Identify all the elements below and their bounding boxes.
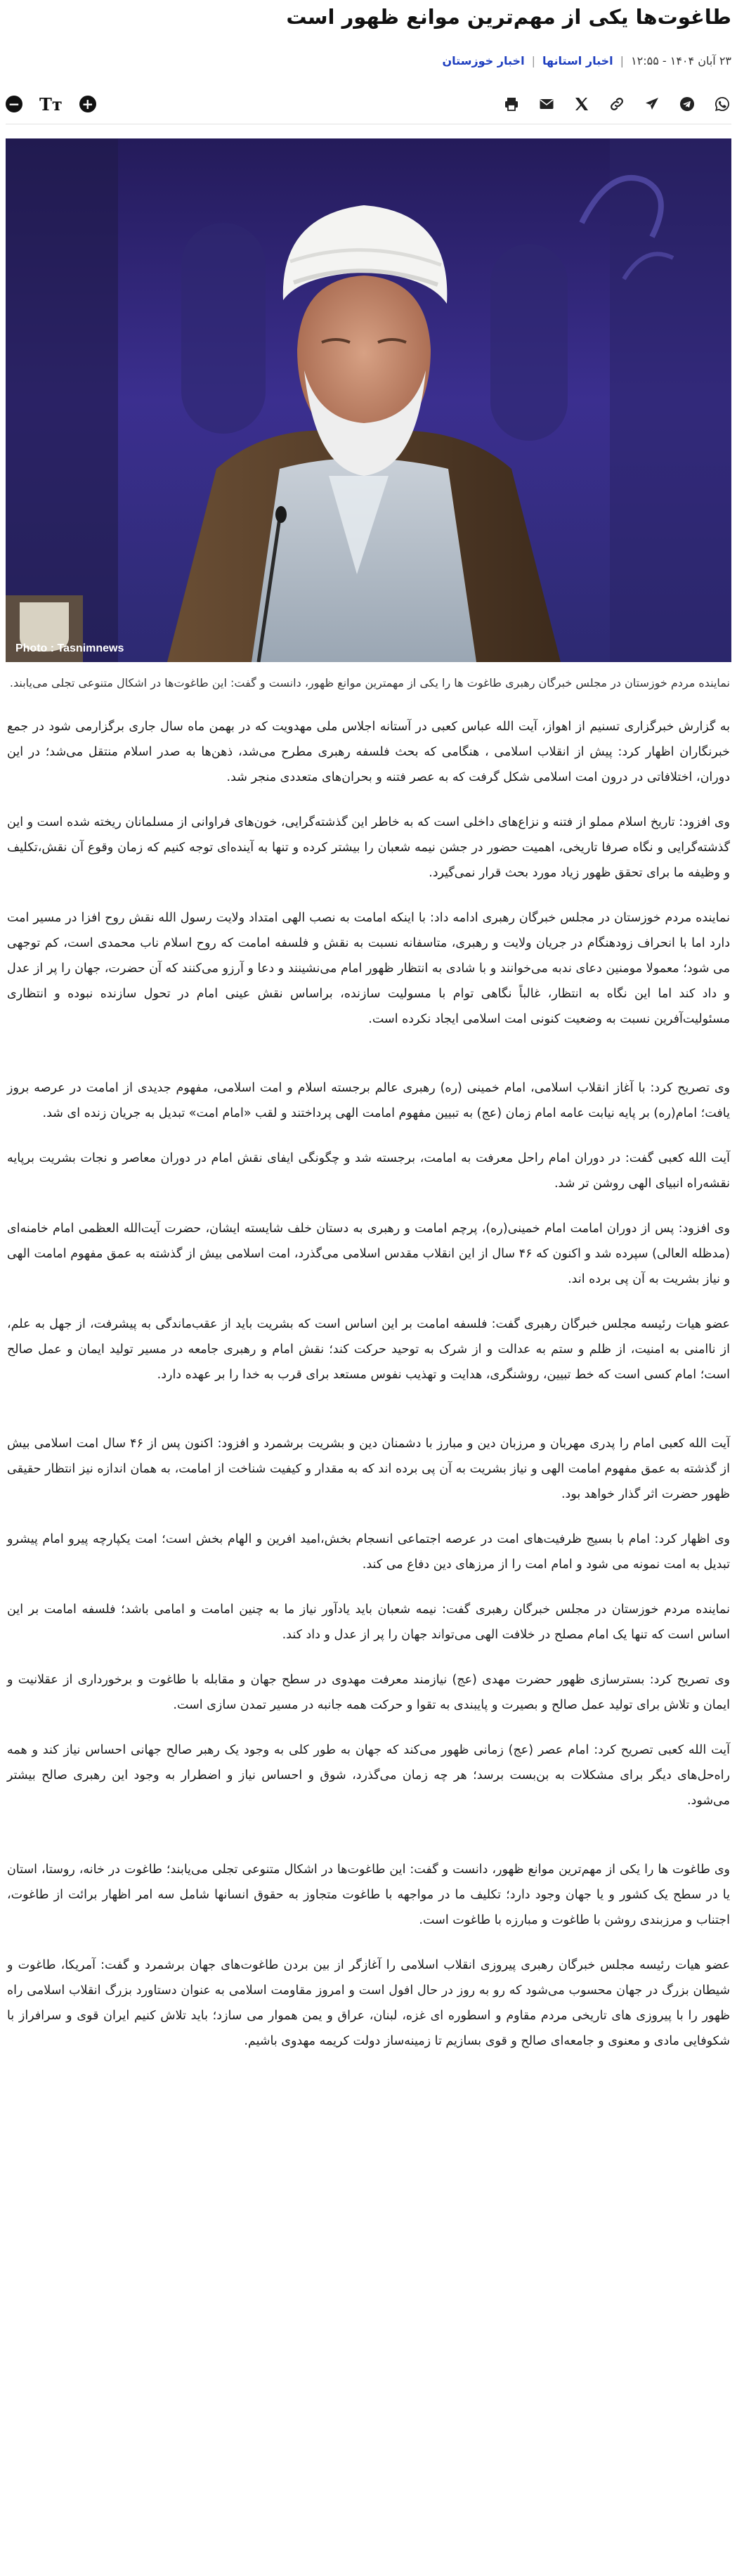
whatsapp-icon[interactable]	[713, 95, 731, 113]
increase-font-icon[interactable]: +	[79, 96, 96, 112]
telegram-icon[interactable]	[678, 95, 696, 113]
paragraph: عضو هیات رئیسه مجلس خبرگان رهبری گفت: فلسفه امامت بر این اساس است که بشریت باید از عقب‌ماندگی به پیشرفت، از جهل به علم، از ناامنی به امنیت، از ظلم و ستم به عدالت و از شرک به توحید حرکت کند؛ نقش امام و رهبری جامعه در مسیر تولید ایمان و عمل صالح است؛ امام کسی است که خط تبیین، روشنگری، هدایت و تهذیب نفوس مستعد برای قرب به خدا را بر عهده دارد.	[7, 1317, 730, 1382]
print-icon[interactable]	[502, 95, 521, 113]
tag-divider: |	[531, 53, 535, 67]
article-meta	[6, 52, 731, 69]
email-icon[interactable]	[537, 95, 556, 113]
link-icon[interactable]	[608, 95, 626, 113]
font-controls	[6, 94, 96, 115]
paragraph: وی تصریح کرد: بسترسازی ظهور حضرت مهدی (عج) نیازمند معرفت مهدوی در سطح جهان و مقابله با طاغوت و برخورداری از عقلانیت و ایمان و تلاش برای تولید عمل صالح و بصیرت و پایبندی به تقوا و حرکت همه جانبه در مسیر تمدن سازی است.	[7, 1673, 730, 1712]
paragraph: وی تصریح کرد: با آغاز انقلاب اسلامی، امام خمینی (ره) رهبری عالم برجسته اسلام و امت اسلامی، مفهوم جدیدی از امامت در عرصه بروز یافت؛ امام(ره) بر پایه نیابت عامه امام زمان (عج) به تبیین مفهوم امامت الهی پرداختند و لقب «امام امت» تبدیل به جریان زنده ای شد.	[7, 1081, 730, 1120]
share-bar	[502, 95, 731, 113]
decrease-font-icon[interactable]: −	[6, 96, 22, 112]
paragraph: آیت الله کعبی گفت: در دوران امام راحل معرفت به امامت، برجسته شد و چگونگی ایفای نقش امام در دوران معاصر و نجات بشریت برپایه نقشه‌راه انبیای الهی روشن تر شد.	[7, 1151, 730, 1191]
meta-separator: |	[620, 53, 625, 67]
article-toolbar	[6, 93, 731, 115]
article-lead: نماینده مردم خوزستان در مجلس خبرگان رهبری طاغوت ها را یکی از مهمترین موانع ظهور، دانست و گفت: این طاغوت‌ها در اشکال متنوعی تجلی می‌یابند.	[9, 676, 730, 690]
tag-provinces-news[interactable]: اخبار استانها	[542, 53, 613, 67]
paragraph: عضو هیات رئیسه مجلس خبرگان رهبری پیروزی انقلاب اسلامی را آغازگر از بین بردن طاغوت‌های جهان برشمرد و گفت: آمریکا، طاغوت و شیطان بزرگ در جهان محسوب می‌شود که رو به روز در حال افول است و امروز مقاومت اسلامی به عنوان دستاورد بزرگ انقلاب اسلامی راه ظهور را با پیروزی های تاریخی مردم مقاوم و اسطوره ای غزه، لبنان، عراق و یمن هموار می سازد؛ باید تلاش کنیم ایران قوی و سرافراز با شکوفایی مادی و معنوی و جامعه‌ای صالح و قوی بسازیم تا زمینه‌ساز دولت کریمه مهدوی باشیم.	[7, 1958, 730, 2048]
article-body	[6, 714, 731, 2054]
tag-khuzestan-news[interactable]: اخبار خوزستان	[442, 53, 525, 67]
paragraph: آیت الله کعبی امام را پدری مهربان و مرزبان دین و مبارز با دشمنان دین و بشریت برشمرد و افزود: اکنون پس از ۴۶ سال امت اسلامی بیش از گذشته به عمق مفهوم امامت الهی و نیاز بشریت به آن پی برده اند که به مقدار و کیفیت شناخت از امامت، به همان اندازه نیز انتظار حقیقی ظهور حضرت اثر گذار خواهد بود.	[7, 1437, 730, 1501]
paragraph: آیت الله کعبی تصریح کرد: امام عصر (عج) زمانی ظهور می‌کند که جهان به طور کلی به وجود یک رهبر صالح جهانی احساس نیاز کند و همه راه‌حل‌های دیگر برای مشکلات به بن‌بست برسد؛ هر چه زمان می‌گذرد، شوق و احساس نیاز و اضطرار به وجود این رهبری صالح بیشتر می‌شود.	[7, 1743, 730, 1808]
paragraph: وی اظهار کرد: امام با بسیج ظرفیت‌های امت در عرصه اجتماعی انسجام بخش،امید افرین و الهام بخش است؛ امت یکپارچه پیرو امام پیشرو تبدیل به امت نمونه می شود و امام امت را از مرزهای دین دفاع می کند.	[7, 1532, 730, 1572]
reset-font-icon[interactable]: Tт	[39, 93, 63, 115]
photo-credit: Photo : Tasnimnews	[15, 642, 124, 654]
article-photo	[6, 138, 731, 662]
article-title: طاغوت‌ها یکی از مهم‌ترین موانع ظهور است	[286, 5, 731, 29]
paragraph: وی طاغوت ها را یکی از مهم‌ترین موانع ظهور، دانست و گفت: این طاغوت‌ها در اشکال متنوعی تجلی می‌یابند؛ طاغوت در خانه، روستا، استان یا در سطح یک کشور و یا جهان وجود دارد؛ تکلیف ما در مواجهه با طاغوت متجاوز به حقوق انسانها شامل سه امر اظهار برائت از طاغوت، اجتناب و مرزبندی روشن با طاغوت و مبارزه با طاغوت است.	[7, 1863, 730, 1927]
publish-date: ۲۳ آبان ۱۴۰۴ - ۱۲:۵۵	[631, 53, 731, 67]
share-icon[interactable]	[643, 95, 661, 113]
paragraph: وی افزود: تاریخ اسلام مملو از فتنه و نزاع‌های داخلی است که به خاطر این گذشته‌گرایی، خون‌های فراوانی از مسلمانان ریخته شده است و این گذشته‌گرایی و نگاه صرفا تاریخی، اهمیت حضور در جشن نیمه شعبان را بیشتر کرده و تنها به آینده‌ای توجه کنیم که زمان وقوع آن نقش،تکلیف و وظیفه ما برای تحقق ظهور زیاد مورد بحث قرار نمی‌گیرد.	[7, 815, 730, 880]
paragraph: نماینده مردم خوزستان در مجلس خبرگان رهبری ادامه داد: با اینکه امامت به نصب الهی امتداد ولایت رسول الله نقش روح افزا در مسیر امت دارد اما با انحراف زودهنگام در جریان ولایت و رهبری، متاسفانه نسبت به نقش و فلسفه امامت که روح اسلام ناب محمدی است، کم توجهی می شود؛ معمولا مومنین دعای ندبه می‌خوانند و با شادی به انتظار ظهور امام می‌نشینند و دعا و آرزو می‌کنند که آن حضرت، جهان را پر از عدل و داد کند اما این نگاه به انتظار، غالباً نگاهی توام با مسولیت سازنده، براساس نقش عینی امام در تحول سازنده نبوده و انتظاری مسئولیت‌آفرین نسبت به وضعیت کنونی امت اسلامی ایجاد نکرده است.	[7, 911, 730, 1026]
paragraph: نماینده مردم خوزستان در مجلس خبرگان رهبری گفت: نیمه شعبان باید یادآور نیاز ما به چنین امامت و امامی باشد؛ فلسفه امامت بر این اساس است که تنها یک امام مصلح در خلافت الهی می‌تواند جهان را پر از عدل و داد کند.	[7, 1603, 730, 1642]
x-twitter-icon[interactable]	[573, 95, 591, 113]
paragraph: وی افزود: پس از دوران امامت امام خمینی(ره)، پرچم امامت و رهبری به دستان خلف شایسته ایشان، حضرت آیت‌الله العظمی امام خامنه‌ای (مدظله العالی) سپرده شد و اکنون که ۴۶ سال از این انقلاب مقدس اسلامی می‌گذرد، امت اسلامی بیش از گذشته به عمق مفهوم امامت الهی و نیاز بشریت به آن پی برده اند.	[7, 1222, 730, 1286]
photo-illustration	[6, 138, 731, 662]
paragraph: به گزارش خبرگزاری تسنیم از اهواز، آیت الله عباس کعبی در آستانه اجلاس ملی مهدویت که در بهمن ماه سال جاری برگزارمی شود در جمع خبرنگاران اظهار کرد: پیش از انقلاب اسلامی ، هنگامی که بحث فلسفه رهبری مطرح می‌شد، ذهن‌ها به صدر اسلام منتقل می‌شد؛ در این دوران، اختلافاتی در درون امت اسلامی شکل گرفت که به عصر فتنه و بحران‌های متعددی منجر شد.	[7, 720, 730, 784]
